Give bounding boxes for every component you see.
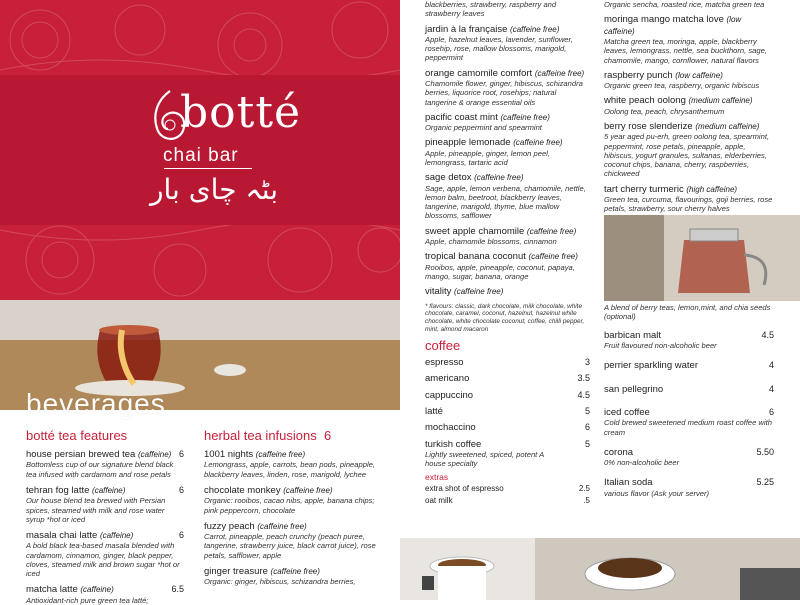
logo-divider [164,168,252,169]
item-price: 5.50 [756,446,774,457]
item-price: .5 [583,496,590,506]
item-desc: Organic sencha, roasted rice, matcha green tea [604,0,765,9]
menu-item [26,530,184,578]
logo-subtitle: chai bar [163,145,239,166]
item-name: ginger treasure [204,565,268,577]
item-note: (caffeine free) [528,252,578,262]
item-desc: 0% non-alcoholic beer [604,458,680,468]
item-note: (caffeine free) [474,173,524,183]
item-name: perrier sparkling water [604,360,698,372]
menu-item [204,521,382,560]
menu-item [425,484,590,494]
brand-panel [0,0,400,300]
item-name: americano [425,373,470,385]
item-name: sage detox [425,172,472,184]
item-name: corona [604,446,634,458]
item-desc: Organic: rooibos, cacao nibs, apple, banana chips; pink peppercorn, chocolate [204,496,375,515]
item-name: moringa mango matcha love [604,14,724,26]
middle-column [425,0,590,506]
item-note: (caffeine free) [513,138,563,148]
item-price: 5 [584,438,590,449]
item-name: vitality [425,286,452,298]
menu-item [425,286,590,297]
menu-item [604,407,774,437]
item-name: masala chai latte [26,530,98,542]
item-name: latté [425,406,443,418]
menu-item [604,384,774,395]
menu-item [425,24,590,63]
beverages-heading: beverages [26,388,166,419]
section-title: botté tea features [26,428,128,443]
menu-item [425,251,590,281]
item-price: 5 [584,406,590,417]
item-name: tart cherry turmeric [604,183,684,195]
item-name: san pellegrino [604,383,664,395]
menu-item [425,390,590,401]
logo [150,85,310,215]
item-name: chocolate monkey [204,484,281,496]
item-name: 1001 nights [204,449,254,460]
item-note: (caffeine free) [255,450,306,459]
item-desc: Antioxidant-rich pure green tea latté; [26,595,149,605]
menu-item [425,137,590,167]
item-name: Italian soda [604,477,653,489]
menu-item [604,121,774,179]
item-desc: blackberries, strawberry, raspberry and strawberry leaves [425,0,557,19]
item-note: (medium caffeine) [688,96,753,106]
item-desc: Sage, apple, lemon verbena, chamomile, nettle, lemon balm, beetroot, blackberry leaves, tangerine, marigold, thyme, blue mallow blossoms, safflower [425,183,586,221]
item-desc: Organic peppermint and spearmint [425,123,542,133]
item-name: berry rose slenderize [604,121,693,133]
menu-item [425,357,590,368]
item-note: (caffeine free) [270,566,320,576]
flavours-note: * flavours: classic, dark chocolate, milk chocolate, white chocolate, caramel, coconut, hazelnut, hazelnut white chocolate, white chocolate coconut, coffee, chilli pepper, mint, almond macaron [425,302,585,334]
menu-item [425,112,590,133]
item-desc: A bold black tea-based masala blended with cardamom, cinnamon, ginger, black pepper, cloves, steamed milk and brown sugar *hot or iced [26,541,180,579]
item-desc: Cold brewed sweetened medium roast coffee with cream [604,418,772,437]
item-name: barbican malt [604,329,662,341]
item-name: matcha latte [26,584,78,596]
section-title [204,428,382,443]
item-price: 4 [768,360,774,371]
herbal-section [204,428,382,587]
item-name: tehran fog latte [26,484,90,496]
item-note: (medium caffeine) [695,122,760,132]
item-name: extra shot of espresso [425,483,504,493]
item-note: (caffeine free) [510,24,560,34]
item-price: 6 [178,449,184,459]
item-desc: Oolong tea, peach, chrysanthemum [604,106,725,116]
item-desc: Bottomless cup of our signature blend black tea infused with cardamom and rose petals [26,460,174,479]
item-desc: Apple, hazelnut leaves, lavender, sunflower, rosehip, rose, mallow blossoms, marigold, peppermint [425,34,573,63]
tea-features-section [26,428,184,605]
item-name: mochaccino [425,422,476,434]
item-note: (caffeine) [99,531,134,541]
item-desc: Our house blend tea brewed with Persian spices, steamed with milk and rose water syrup *hot or iced [26,496,166,524]
item-desc: Green tea, curcuma, flavourings, goji berries, rose petals, strawberry, sour cherry halves [604,195,773,214]
menu-item [26,449,184,479]
item-note: (caffeine free) [257,521,307,531]
teapot-photo [604,215,800,301]
item-price: 6 [584,422,590,433]
teapot-illustration [604,215,800,301]
menu-item [425,439,590,469]
item-price: 3.5 [577,373,590,384]
menu-item [425,373,590,384]
item-name: tropical banana coconut [425,251,526,263]
item-price: 5.25 [756,477,774,488]
item-name: espresso [425,356,464,368]
item-note: (caffeine) [92,485,126,495]
item-name: oat milk [425,496,453,506]
item-price: 4.5 [761,329,774,340]
menu-item [604,360,774,371]
menu-item [204,485,382,515]
menu-item [425,226,590,247]
item-name: turkish coffee [425,438,482,450]
item-desc: 5 year aged pu-erh, green oolong tea, spearmint, peppermint, rose petals, pineapple, apple, hibiscus, yogurt granules, sultanas, elderberries, coconut chips, banana, cherry, raspberries, chickweed [604,132,770,179]
menu-item [26,485,184,524]
item-note: (caffeine free) [500,112,550,122]
item-desc: Chamomile flower, ginger, hibiscus, schizandra berries, liquorice root, rosehips; natural tangerine & orange essential oils [425,79,583,107]
menu-item [26,584,184,605]
item-note: (caffeine) [80,585,114,595]
section-title-text: herbal tea infusions [204,428,317,443]
item-desc: Apple, pineapple, ginger, lemon peel, lemongrass, tartaric acid [425,148,550,168]
logo-wordmark: botté [180,87,302,138]
item-desc: Lightly sweetened, spiced, potent A house specialty [425,450,544,469]
section-title: coffee [425,337,461,353]
menu-item [604,14,774,65]
item-desc: Matcha green tea, moringa, apple, blackberry leaves, lemongrass, nettle, sea buckthorn, sage, chamomile, mango, cornflower, natural flavors [604,37,767,65]
item-price: 6 [768,406,774,417]
item-desc: Fruit flavoured non-alcoholic beer [604,340,717,350]
item-price: 4.5 [577,389,590,400]
item-name: pacific coast mint [425,111,498,123]
item-note: (caffeine) [137,450,172,459]
item-name: iced coffee [604,406,650,418]
menu-item [204,566,382,587]
item-desc: Carrot, pineapple, peach crunchy (peach puree, tangerine, strawberry juice, black carrot juice), rose petals, safflower, apple [204,532,376,560]
item-name: orange camomile comfort [425,67,533,79]
menu-item [604,447,774,468]
item-name: house persian brewed tea [26,449,136,460]
coffee-cups-illustration [400,538,800,600]
item-price: 3 [584,356,590,367]
item-note: (caffeine free) [283,485,333,495]
item-price: 4 [768,383,774,394]
coffee-photo [400,538,800,600]
item-note: (caffeine free) [454,287,504,297]
right-column [604,0,774,214]
menu-item [425,422,590,433]
item-desc: Organic: ginger, hibiscus, schizandra berries, [204,577,356,587]
section-price: 6 [323,428,332,443]
item-name: sweet apple chamomile [425,225,525,237]
item-desc: Apple, chamomile blossoms, cinnamon [425,237,557,247]
item-price: 6 [178,484,184,495]
item-note: (low caffeine) [675,70,723,80]
item-name: white peach oolong [604,95,686,107]
menu-item [425,68,590,107]
menu-item [604,184,774,214]
menu-item [604,477,774,498]
menu-item [604,70,774,91]
item-name: jardin à la française [425,23,508,35]
photo-caption: A blend of berry teas, lemon,mint, and chia seeds (optional) [604,303,771,322]
item-desc: Rooibos, apple, pineapple, coconut, papaya, mango, sugar, banana, orange [425,262,575,281]
item-name: fuzzy peach [204,520,255,532]
item-name: cappuccino [425,389,474,401]
item-desc: Lemongrass, apple, carrots, bean pods, pineapple, blackberry leaves, linden, rose, marigold, lychee [204,460,375,479]
menu-item [425,496,590,506]
item-name: pineapple lemonade [425,137,511,149]
menu-item [425,406,590,417]
menu-item [425,172,590,220]
item-price: 2.5 [578,483,590,493]
item-note: (caffeine free) [534,68,585,78]
item-note: (low caffeine) [604,15,742,36]
menu-item [604,95,774,116]
menu-item [204,449,382,479]
item-price: 6.5 [171,584,184,595]
right-lower-column [604,303,774,498]
item-note: (caffeine free) [526,226,577,236]
item-note: (high caffeine) [686,184,738,194]
extras-title: extras [425,471,449,482]
item-desc: Organic green tea, raspberry, organic hibiscus [604,81,760,91]
logo-urdu-text: بٹہ چای بار [150,173,279,206]
menu-item [604,330,774,351]
item-name: raspberry punch [604,69,673,81]
item-desc: various flavor (Ask your server) [604,488,710,498]
item-price: 6 [178,530,184,541]
